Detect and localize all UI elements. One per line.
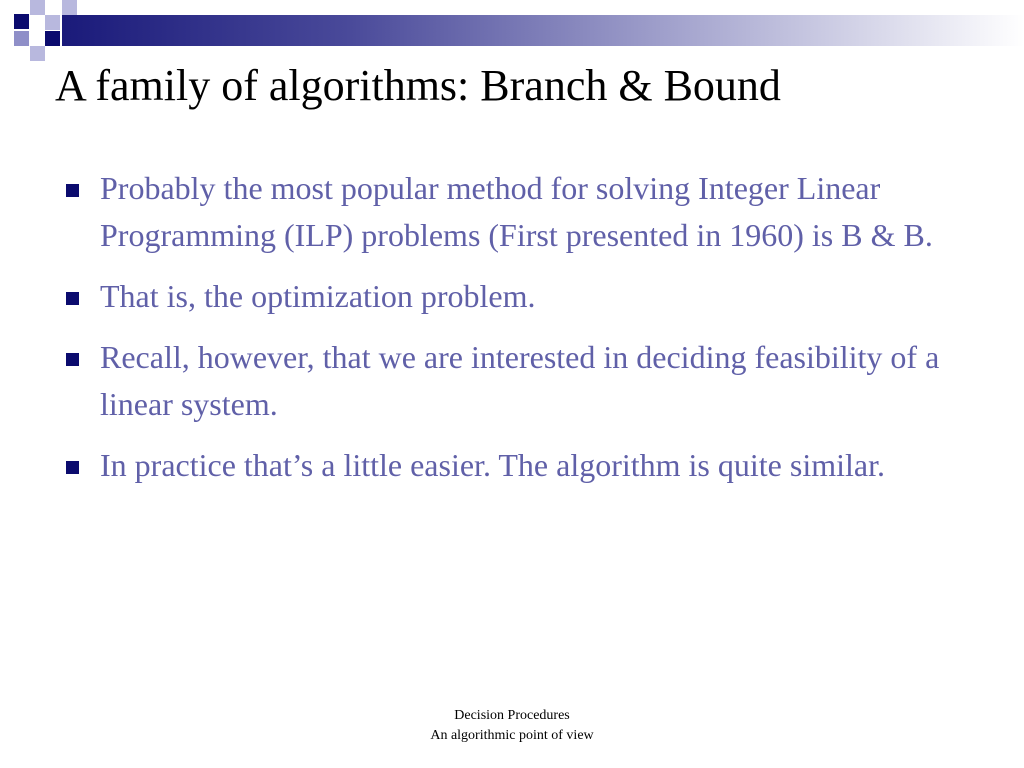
- slide-title: A family of algorithms: Branch & Bound: [55, 61, 781, 110]
- square-bullet-icon: [66, 461, 79, 474]
- bullet-text: In practice that’s a little easier. The algorithm is quite similar.: [100, 447, 885, 483]
- header-square-dark: [14, 14, 29, 29]
- header-square-light: [30, 46, 45, 61]
- bullet-item: [62, 165, 972, 259]
- footer-line-1: Decision Procedures: [454, 708, 570, 723]
- header-decoration: [0, 0, 1024, 62]
- header-square-dark: [45, 31, 60, 46]
- bullet-item: [62, 273, 972, 320]
- header-square-light: [45, 15, 60, 30]
- bullet-item: [62, 334, 972, 428]
- slide-footer: [362, 706, 662, 746]
- bullet-list: [62, 165, 972, 503]
- bullet-item: [62, 442, 972, 489]
- header-square-mid: [14, 31, 29, 46]
- square-bullet-icon: [66, 184, 79, 197]
- header-square-light: [62, 0, 77, 15]
- bullet-text: Probably the most popular method for solving Integer Linear Programming (ILP) problems (First presented in 1960) is B & B.: [100, 170, 933, 253]
- bullet-text: That is, the optimization problem.: [100, 278, 536, 314]
- header-square-light: [30, 0, 45, 15]
- square-bullet-icon: [66, 353, 79, 366]
- bullet-text: Recall, however, that we are interested in deciding feasibility of a linear system.: [100, 339, 940, 422]
- header-gradient-band: [62, 15, 1024, 46]
- footer-line-2: An algorithmic point of view: [430, 728, 594, 743]
- square-bullet-icon: [66, 292, 79, 305]
